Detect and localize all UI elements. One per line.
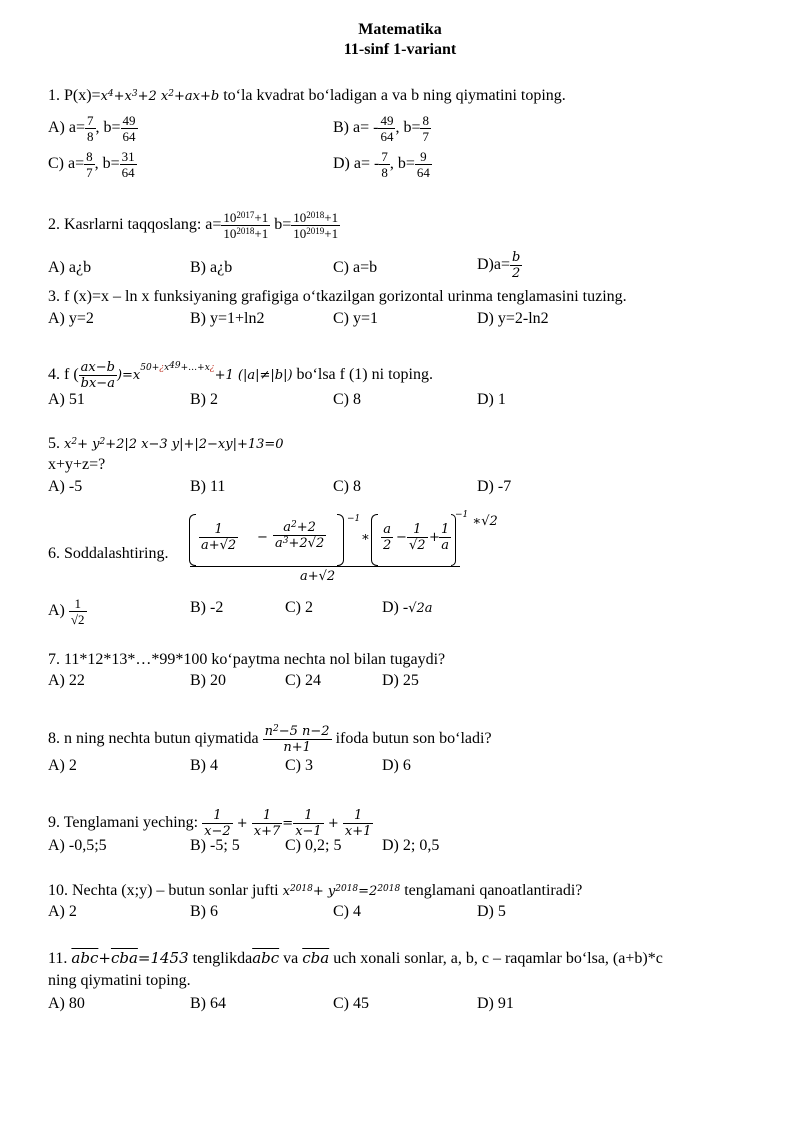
q5-option-c[interactable]: C) 8 — [333, 478, 361, 495]
q10-formula: $x^{2018}+ y^{2018}=2^{2018}$ — [282, 884, 401, 899]
q4-option-c[interactable]: C) 8 — [333, 391, 361, 408]
question-9: 9. Tenglamani yeching: $\frac{1}{x-2}$ + $\frac{1}{x+7}$ = $\frac{1}{x-1}$ + $\frac{1}{x+1}$ — [48, 808, 372, 839]
q1-option-b[interactable]: B) a= - $\frac{49}{64}$ , b= $\frac{8}{7}$ — [333, 113, 429, 144]
q2-fraction-a: $\frac{10^{2017}+1}{10^{2018}+1}$ — [223, 210, 269, 241]
q10-option-b[interactable]: B) 6 — [190, 903, 218, 920]
q1-option-d[interactable]: D) a= - $\frac{7}{8}$ , b= $\frac{9}{64}$ — [333, 149, 430, 180]
q6-option-b[interactable]: B) -2 — [190, 599, 224, 616]
q10-option-c[interactable]: C) 4 — [333, 903, 361, 920]
question-11: 11. $\overline{abc}+\overline{cba}=1453$ $tenglikda\overline{abc}$ va $\overline{cba}$ uch xonali sonlar, a, b, c – raqamlar bo‘lsa, (a+b)*c — [48, 949, 663, 967]
q6-option-d[interactable]: D) -√2a — [382, 599, 433, 616]
q1-prefix: 1. P(x)= — [48, 87, 101, 104]
question-2: 2. Kasrlarni taqqoslang: a= $\frac{10^{2017}+1}{10^{2018}+1}$ b= $\frac{10^{2018}+1}{10^{2019}+1}$ — [48, 210, 339, 241]
q2-fraction-b: $\frac{10^{2018}+1}{10^{2019}+1}$ — [293, 210, 339, 241]
q2-option-c[interactable]: C) a=b — [333, 259, 378, 276]
q4-option-a[interactable]: A) 51 — [48, 391, 85, 408]
q3-option-a[interactable]: A) y=2 — [48, 310, 94, 327]
question-3: 3. f (x)=x – ln x funksiyaning grafigiga o‘tkazilgan gorizontal urinma tenglamasini tuzing. — [48, 288, 627, 305]
page-title: Matematika — [358, 21, 442, 38]
q9-option-b[interactable]: B) -5; 5 — [190, 837, 240, 854]
q8-option-a[interactable]: A) 2 — [48, 757, 77, 774]
q6-main-bar — [190, 566, 460, 567]
q2-option-a[interactable]: A) a¿b — [48, 259, 92, 276]
q6-formula-tail: $^{-1}$ ∗√2 — [455, 510, 498, 529]
q4-option-d[interactable]: D) 1 — [477, 391, 506, 408]
q5-option-b[interactable]: B) 11 — [190, 478, 226, 495]
question-10: 10. Nechta (x;y) – butun sonlar jufti $x^{2018}+ y^{2018}=2^{2018}$ tenglamani qanoatlantiradi? — [48, 882, 583, 899]
q9-option-c[interactable]: C) 0,2; 5 — [285, 837, 342, 854]
q11-line2: ning qiymatini toping. — [48, 972, 191, 989]
q9-option-d[interactable]: D) 2; 0,5 — [382, 837, 440, 854]
q5-formula: $x^2+ y^2+2|2$ x−3 y|+|2−xy|+13=0 — [64, 437, 284, 452]
q10-option-d[interactable]: D) 5 — [477, 903, 506, 920]
q4-formula: )$=x^{50+¿x^{49}+\dots+x¿}+1$ (|a|≠|b|) — [116, 361, 293, 384]
q7-option-d[interactable]: D) 25 — [382, 672, 419, 689]
question-4: 4. f ( $\frac{ax-b}{bx-a}$ )$=x^{50+¿x^{49}+\dots+x¿}+1$ (|a|≠|b|) bo‘lsa f (1) ni toping. — [48, 360, 433, 391]
q6-option-a[interactable]: A) $\frac{1}{√2}$ — [48, 596, 85, 627]
q5-option-d[interactable]: D) -7 — [477, 478, 512, 495]
q8-fraction: $\frac{n^2-5 n-2}{n+1}$ — [264, 724, 330, 755]
q5-line2: x+y+z=? — [48, 456, 106, 473]
q7-option-c[interactable]: C) 24 — [285, 672, 321, 689]
q8-option-d[interactable]: D) 6 — [382, 757, 411, 774]
q11-option-d[interactable]: D) 91 — [477, 995, 514, 1012]
q3-option-b[interactable]: B) y=1+ln2 — [190, 310, 265, 327]
q4-option-b[interactable]: B) 2 — [190, 391, 218, 408]
question-6: 6. Soddalashtiring. — [48, 545, 169, 562]
q9-option-a[interactable]: A) -0,5;5 — [48, 837, 107, 854]
q7-option-b[interactable]: B) 20 — [190, 672, 226, 689]
q2-option-b[interactable]: B) a¿b — [190, 259, 233, 276]
question-1 — [48, 86, 566, 107]
q2-option-d[interactable]: D)a= $\frac{b}{2}$ — [477, 250, 521, 281]
q3-option-c[interactable]: C) y=1 — [333, 310, 379, 327]
q3-option-d[interactable]: D) y=2-ln2 — [477, 310, 549, 327]
q6-denominator: a+√2 — [300, 569, 336, 584]
q7-option-a[interactable]: A) 22 — [48, 672, 85, 689]
q5-option-a[interactable]: A) -5 — [48, 478, 83, 495]
q6-option-c[interactable]: C) 2 — [285, 599, 313, 616]
q1-option-c[interactable]: C) a= $\frac{8}{7}$ , b= $\frac{31}{64}$ — [48, 149, 135, 180]
q11-option-b[interactable]: B) 64 — [190, 995, 226, 1012]
question-7: 7. 11*12*13*…*99*100 ko‘paytma nechta nol bilan tugaydi? — [48, 651, 446, 668]
page-subtitle: 11-sinf 1-variant — [343, 41, 457, 58]
q1-tail: to‘la kvadrat bo‘ladigan a va b ning qiymatini toping. — [219, 87, 566, 104]
question-5: 5. $x^2+ y^2+2|2$ x−3 y|+|2−xy|+13=0 — [48, 435, 284, 452]
q11-option-a[interactable]: A) 80 — [48, 995, 85, 1012]
q1-option-a[interactable]: A) a= $\frac{7}{8}$ , b= $\frac{49}{64}$ — [48, 113, 136, 144]
q8-option-b[interactable]: B) 4 — [190, 757, 218, 774]
q11-option-c[interactable]: C) 45 — [333, 995, 369, 1012]
q10-option-a[interactable]: A) 2 — [48, 903, 77, 920]
question-8: 8. n ning nechta butun qiymatida $\frac{n^2-5 n-2}{n+1}$ ifoda butun son bo‘ladi? — [48, 724, 492, 755]
q8-option-c[interactable]: C) 3 — [285, 757, 313, 774]
q1-formula: $x^4+x^3+2$ $x^2+ax+b$ — [100, 89, 220, 104]
